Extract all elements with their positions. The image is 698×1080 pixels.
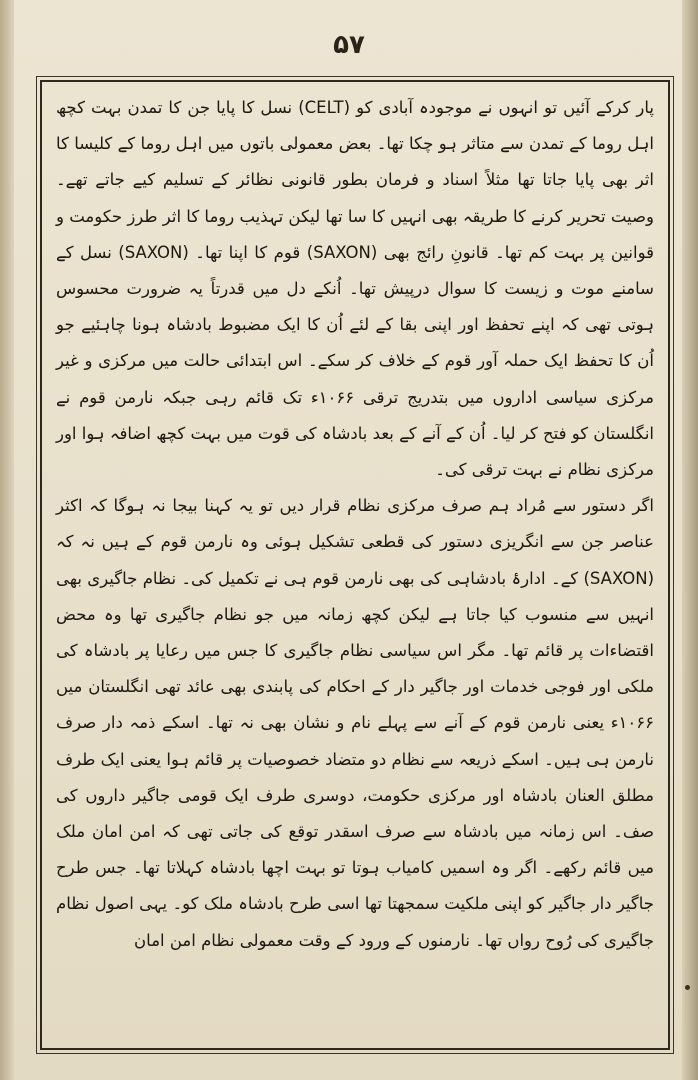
paragraph-1: پار کرکے آئیں تو انہوں نے موجودہ آبادی کو (CELT) نسل کا پایا جن کا تمدن بہت کچھ اہل روما کے تمدن سے متاثر ہو چکا تھا۔ بعض معمولی باتوں میں اہل روما کے کلیسا کا اثر بھی پایا جاتا تھا مثلاً اسناد و فرمان بطور قانونی نظائر کے تسلیم کیے جاتے تھے۔ وصیت تحریر کرنے کا طریقہ بھی انہیں کا سا تھا لیکن تہذیب روما کا اثر طرز حکومت و قوانین پر بہت کم تھا۔ قانونِ رائج بھی (SAXON) قوم کا اپنا تھا۔ (SAXON) نسل کے سامنے موت و زیست کا سوال درپیش تھا۔ اُنکے دل میں قدرتاً یہ ضرورت محسوس ہوتی تھی کہ اپنے تحفظ اور اپنی بقا کے لئے اُن کا ایک مضبوط بادشاہ ہونا چاہئیے جو اُن کا تحفظ ایک حملہ آور قوم کے خلاف کر سکے۔ اس ابتدائی حالت میں مرکزی و غیر مرکزی سیاسی اداروں میں بتدریج ترقی ۱۰۶۶ء تک قائم رہی جبکہ نارمن قوم نے انگلستان کو فتح کر لیا۔ اُن کے آنے کے بعد بادشاہ کی قوت میں بہت کچھ اضافہ ہوا اور مرکزی نظام نے بہت ترقی کی۔	[55, 98, 654, 480]
text-frame	[40, 80, 670, 1050]
paragraph-2: اگر دستور سے مُراد ہم صرف مرکزی نظام قرار دیں تو یہ کہنا بیجا نہ ہوگا کہ اکثر عناصر جن سے انگریزی دستور کی قطعی تشکیل ہوئی وہ نارمن قوم کے ہیں نہ کہ (SAXON) کے۔ ادارۂ بادشاہی کی بھی نارمن قوم ہی نے تکمیل کی۔ نظام جاگیری بھی انہیں سے منسوب کیا جاتا ہے لیکن کچھ زمانہ میں جو نظام جاگیری تھا وہ محض اقتضاءات پر قائم تھا۔ مگر اس سیاسی نظام جاگیری کا جس میں رعایا پر بادشاہ کی ملکی اور فوجی خدمات اور جاگیر دار کے احکام کی پابندی بھی عائد تھی انگلستان میں ۱۰۶۶ء یعنی نارمن قوم کے آنے سے پہلے نام و نشان بھی نہ تھا۔ اسکے ذمہ دار صرف نارمن ہی ہیں۔ اسکے ذریعہ سے نظام دو متضاد خصوصیات پر قائم ہوا یعنی ایک طرف مطلق العنان بادشاہ اور مرکزی حکومت، دوسری طرف ایک قومی جاگیر داروں کی صف۔ اس زمانہ میں بادشاہ سے صرف اسقدر توقع کی جاتی تھی کہ امن امان ملک میں قائم رکھے۔ اگر وہ اسمیں کامیاب ہوتا تو بہت اچھا بادشاہ کہلاتا تھا۔ جس طرح جاگیر دار جاگیر کو اپنی ملکیت سمجھتا تھا اسی طرح بادشاہ ملک کو۔ یہی اصول نظام جاگیری کی رُوح رواں تھا۔ نارمنوں کے ورود کے وقت معمولی نظام امن امان	[56, 496, 654, 950]
margin-dot	[685, 985, 690, 990]
page-number: ۵۷	[333, 30, 365, 60]
text-body	[56, 90, 654, 959]
page-edge-left	[0, 0, 14, 1080]
page-edge-right	[682, 0, 698, 1080]
